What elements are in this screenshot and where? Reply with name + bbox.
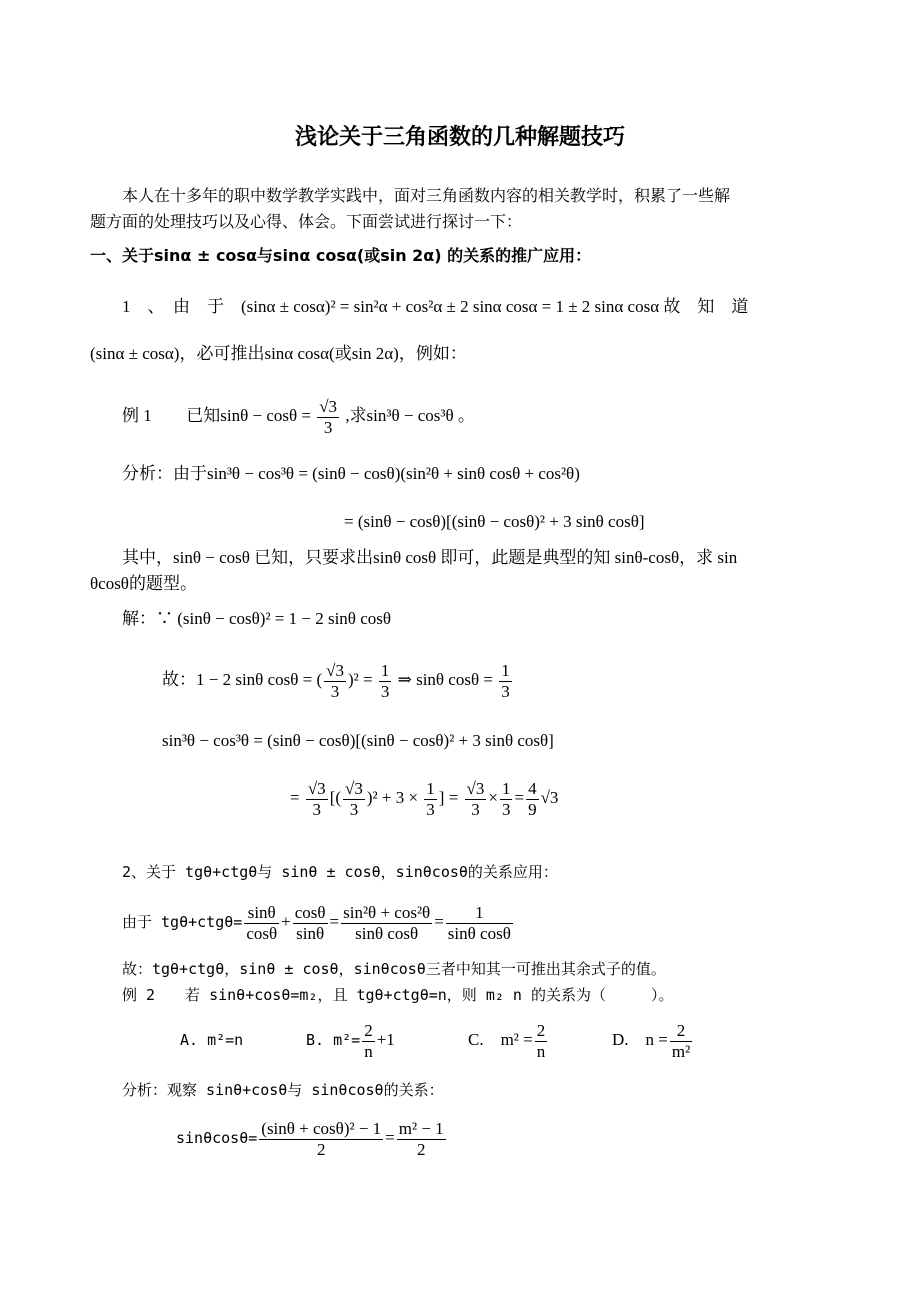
one-third-fraction-2 [500,779,513,820]
solution-1-line-2 [162,656,514,704]
times-sign: × [488,788,498,807]
analysis-1-line-3: 其中，sinθ − cosθ 已知，只要求出sinθ cosθ 即可，此题是典型的知 sinθ-cosθ，求 sin [122,548,738,567]
fraction-numerator: 2 [536,1020,546,1040]
cos-over-sin-fraction [293,903,328,944]
fraction-denominator: n [364,1041,373,1061]
fraction-denominator: 3 [312,799,322,819]
fraction-numerator: 2 [670,1021,692,1042]
section-1-heading: 一、关于sinα ± cosα与sinα cosα(或sin 2α) 的关系的推广应用： [90,246,592,265]
example-2-option-c [468,1016,549,1064]
option-d-fraction [670,1021,692,1062]
solution-1-line-2-mid2: ⇒ sinθ cosθ = [397,670,493,689]
fraction-denominator: sinθ cosθ [355,923,419,943]
analysis-1-line-1: 分析：由于sin³θ − cos³θ = (sinθ − cosθ)(sin²θ + sinθ cosθ + cos²θ) [122,464,580,483]
identity-prefix: 由于 tgθ+ctgθ= [122,913,243,931]
fraction-denominator: 9 [528,799,537,819]
equals-sign: = [290,788,300,807]
fraction-numerator: √3 [466,778,485,798]
m-squared-minus-one-fraction [397,1119,446,1160]
fraction-denominator: 3 [330,681,340,701]
equals-sign-2: = [514,788,525,807]
fraction-numerator: 2 [364,1020,373,1040]
fraction-numerator: (sinθ + cosθ)² − 1 [261,1118,382,1138]
fraction-numerator: √3 [345,778,363,798]
plus-sign: + [281,912,291,931]
fraction-denominator: 2 [316,1139,326,1159]
option-b-prefix: B. m²= [306,1031,361,1049]
fraction-denominator: n [536,1041,546,1061]
formula-prefix: sinθcosθ= [176,1129,258,1147]
fraction-denominator: 3 [426,799,435,819]
item-2-conclusion: 故：tgθ+ctgθ，sinθ ± cosθ，sinθcosθ三者中知其一可推出其余式子的值。 [122,960,666,978]
fraction-denominator: sinθ cosθ [447,923,511,943]
fraction-denominator: 3 [501,681,510,701]
example-2-option-b [306,1016,395,1064]
example-2-option-d [612,1016,694,1064]
solution-1-line-4 [290,774,558,822]
sqrt3-term: √3 [540,788,559,807]
fraction-denominator: 3 [349,799,359,819]
fraction-numerator: √3 [307,778,326,798]
fraction-numerator: 1 [380,660,390,680]
solution-1-line-2-pre: 故：1 − 2 sinθ cosθ = ( [162,670,323,689]
analysis-2-formula [176,1114,448,1162]
fraction-numerator: cosθ [294,902,326,922]
fraction-numerator: sin²θ + cos²θ [343,902,431,922]
page-title: 浅论关于三角函数的几种解题技巧 [294,125,625,150]
fraction-numerator: √3 [326,660,344,680]
fraction-denominator: 3 [471,799,480,819]
four-ninths-fraction [526,779,539,820]
fraction-numerator: 1 [426,778,435,798]
option-d-prefix: D. n = [612,1030,668,1049]
intro-line-2: 题方面的处理技巧以及心得、体会。下面尝试进行探讨一下： [90,212,523,231]
intro-line-1: 本人在十多年的职中数学教学实践中，面对三角函数内容的相关教学时，积累了一些解 [122,186,731,205]
item-2-identity [122,898,515,946]
equals-sign: = [329,912,340,931]
sum-of-squares-fraction [341,903,432,944]
fraction-denominator: 2 [416,1139,426,1159]
fraction-numerator: sinθ [244,903,279,924]
fraction-numerator: √3 [319,396,338,416]
item-1-line-2: (sinα ± cosα)，必可推出sinα cosα(或sin 2α)，例如： [90,344,467,363]
example-1 [122,392,475,440]
item-1-line-1: 1 、 由 于 (sinα ± cosα)² = sin²α + cos²α ± 2 sinα cosα = 1 ± 2 sinα cosα 故 知 道 [122,297,749,316]
fraction-denominator: m² [671,1041,691,1061]
example-2-option-a [180,1016,243,1064]
fraction-denominator: sinθ [296,923,325,943]
analysis-2-line-1: 分析：观察 sinθ+cosθ与 sinθcosθ的关系： [122,1081,444,1099]
fraction-denominator: 3 [501,799,511,819]
one-third-fraction [424,779,437,820]
option-c-prefix: C. m² = [468,1030,533,1049]
bracket-open: [( [329,788,342,807]
analysis-1-line-2: = (sinθ − cosθ)[(sinθ − cosθ)² + 3 sinθ cosθ] [344,512,645,531]
option-b-suffix: +1 [376,1030,395,1049]
sum-squared-minus-one-fraction [259,1119,383,1160]
fraction-numerator: 1 [501,778,511,798]
example-1-post: ,求sin³θ − cos³θ 。 [345,406,475,425]
solution-1-line-2-mid1: )² = [347,670,373,689]
example-1-fraction [317,397,339,438]
option-b-fraction [362,1021,375,1062]
one-third-fraction [379,661,392,702]
fraction-numerator: 1 [446,903,513,924]
option-a-text: A. m²=n [180,1031,244,1049]
fraction-denominator: 3 [323,417,333,437]
bracket-close-equals: ] = [438,788,459,807]
example-1-pre: 已知sinθ − cosθ = [186,406,311,425]
fraction-denominator: 3 [380,681,390,701]
solution-1-line-3: sin³θ − cos³θ = (sinθ − cosθ)[(sinθ − cosθ)² + 3 sinθ cosθ] [162,731,554,750]
equals-sign: = [385,1128,395,1147]
sin-over-cos-fraction [244,903,279,944]
square-plus-three-times: )² + 3 × [366,788,419,807]
example-1-label: 例 1 [122,406,152,425]
fraction-numerator: m² − 1 [398,1118,444,1138]
option-c-fraction [535,1021,548,1062]
fraction-denominator: cosθ [246,923,278,943]
item-2-heading: 2、关于 tgθ+ctgθ与 sinθ ± cosθ，sinθcosθ的关系应用： [122,863,558,881]
analysis-1-line-4: θcosθ的题型。 [90,574,197,593]
equals-sign-2: = [434,912,444,931]
fraction-numerator: 1 [501,660,510,680]
sqrt3-over-3-fraction-2 [343,779,365,820]
example-2-question: 例 2 若 sinθ+cosθ=m₂，且 tgθ+ctgθ=n，则 m₂ n 的关系为（ ）。 [122,986,674,1004]
one-third-fraction-2 [499,661,512,702]
fraction-numerator: 4 [528,778,537,798]
sqrt3-over-3-fraction [306,779,328,820]
one-over-sincos-fraction [446,903,513,944]
solution-1-line-1: 解：∵ (sinθ − cosθ)² = 1 − 2 sinθ cosθ [122,609,392,628]
sqrt3-over-3-fraction-3 [465,779,487,820]
sqrt3-over-3-fraction [324,661,346,702]
